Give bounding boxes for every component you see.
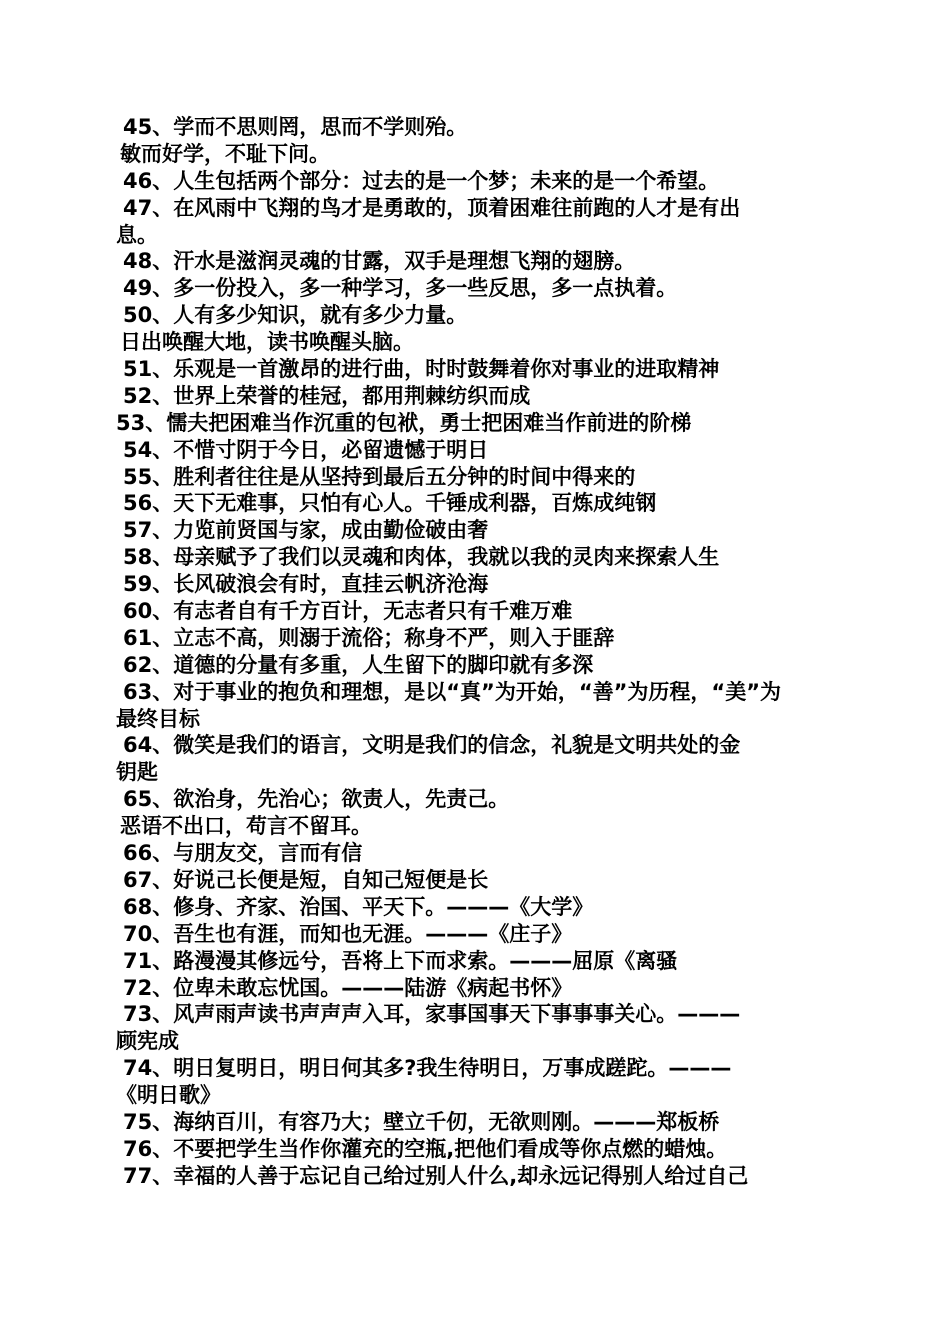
text-line: 74、明日复明日，明日何其多?我生待明日，万事成蹉跎。——— xyxy=(123,1056,732,1081)
text-line: 62、道德的分量有多重，人生留下的脚印就有多深 xyxy=(123,652,594,677)
text-line: 钥匙 xyxy=(116,760,158,785)
text-line: 70、吾生也有涯，而知也无涯。———《庄子》 xyxy=(123,921,573,946)
text-line: 50、人有多少知识，就有多少力量。 xyxy=(123,303,468,328)
text-line: 57、力览前贤国与家，成由勤俭破由奢 xyxy=(123,518,489,543)
text-line: 66、与朋友交，言而有信 xyxy=(123,841,363,866)
text-line: 59、长风破浪会有时，直挂云帆济沧海 xyxy=(123,572,489,597)
text-line: 68、修身、齐家、治国、平天下。———《大学》 xyxy=(123,894,594,919)
text-line: 77、幸福的人善于忘记自己给过别人什么,却永远记得别人给过自己 xyxy=(123,1163,749,1188)
text-line: 《明日歌》 xyxy=(116,1083,221,1108)
text-line: 61、立志不高，则溺于流俗；称身不严，则入于匪辞 xyxy=(123,625,615,650)
text-line: 51、乐观是一首激昂的进行曲，时时鼓舞着你对事业的进取精神 xyxy=(123,357,720,382)
text-line: 47、在风雨中飞翔的鸟才是勇敢的，顶着困难往前跑的人才是有出 xyxy=(123,195,741,220)
text-line: 60、有志者自有千方百计，无志者只有千难万难 xyxy=(123,599,573,624)
text-line: 54、不惜寸阴于今日，必留遗憾于明日 xyxy=(123,437,489,462)
document-body xyxy=(116,114,828,1190)
text-line: 52、世界上荣誉的桂冠，都用荆棘纺织而成 xyxy=(123,383,531,408)
text-line: 46、人生包括两个部分：过去的是一个梦；未来的是一个希望。 xyxy=(123,168,720,193)
text-line: 顾宪成 xyxy=(116,1029,179,1054)
text-line: 56、天下无难事，只怕有心人。千锤成利器，百炼成纯钢 xyxy=(123,491,657,516)
text-line: 72、位卑未敢忘忧国。———陆游《病起书怀》 xyxy=(123,975,573,1000)
text-line: 恶语不出口，苟言不留耳。 xyxy=(120,814,372,839)
text-line: 75、海纳百川，有容乃大；壁立千仞，无欲则刚。———郑板桥 xyxy=(123,1109,720,1134)
text-line: 最终目标 xyxy=(116,706,200,731)
text-line: 65、欲治身，先治心；欲责人，先责己。 xyxy=(123,787,510,812)
text-line: 71、路漫漫其修远兮，吾将上下而求索。———屈原《离骚 xyxy=(123,948,678,973)
text-line: 敏而好学，不耻下问。 xyxy=(120,141,330,166)
text-line: 64、微笑是我们的语言，文明是我们的信念，礼貌是文明共处的金 xyxy=(123,733,741,758)
text-line: 45、学而不思则罔，思而不学则殆。 xyxy=(123,115,468,139)
text-line: 49、多一份投入，多一种学习，多一些反思，多一点执着。 xyxy=(123,276,678,301)
text-line: 53、懦夫把困难当作沉重的包袱，勇士把困难当作前进的阶梯 xyxy=(116,410,692,435)
text-line: 日出唤醒大地，读书唤醒头脑。 xyxy=(120,330,414,355)
text-line: 48、汗水是滋润灵魂的甘露，双手是理想飞翔的翅膀。 xyxy=(123,249,636,274)
text-line: 73、风声雨声读书声声声入耳，家事国事天下事事事关心。——— xyxy=(123,1002,741,1027)
text-line: 息。 xyxy=(116,222,158,247)
text-line: 55、胜利者往往是从坚持到最后五分钟的时间中得来的 xyxy=(123,464,636,489)
text-line: 63、对于事业的抱负和理想，是以“真”为开始，“善”为历程，“美”为 xyxy=(123,679,782,704)
text-line: 58、母亲赋予了我们以灵魂和肉体，我就以我的灵肉来探索人生 xyxy=(123,545,720,570)
text-line: 76、不要把学生当作你灌充的空瓶,把他们看成等你点燃的蜡烛。 xyxy=(123,1136,728,1161)
text-line: 67、好说己长便是短，自知己短便是长 xyxy=(123,867,489,892)
